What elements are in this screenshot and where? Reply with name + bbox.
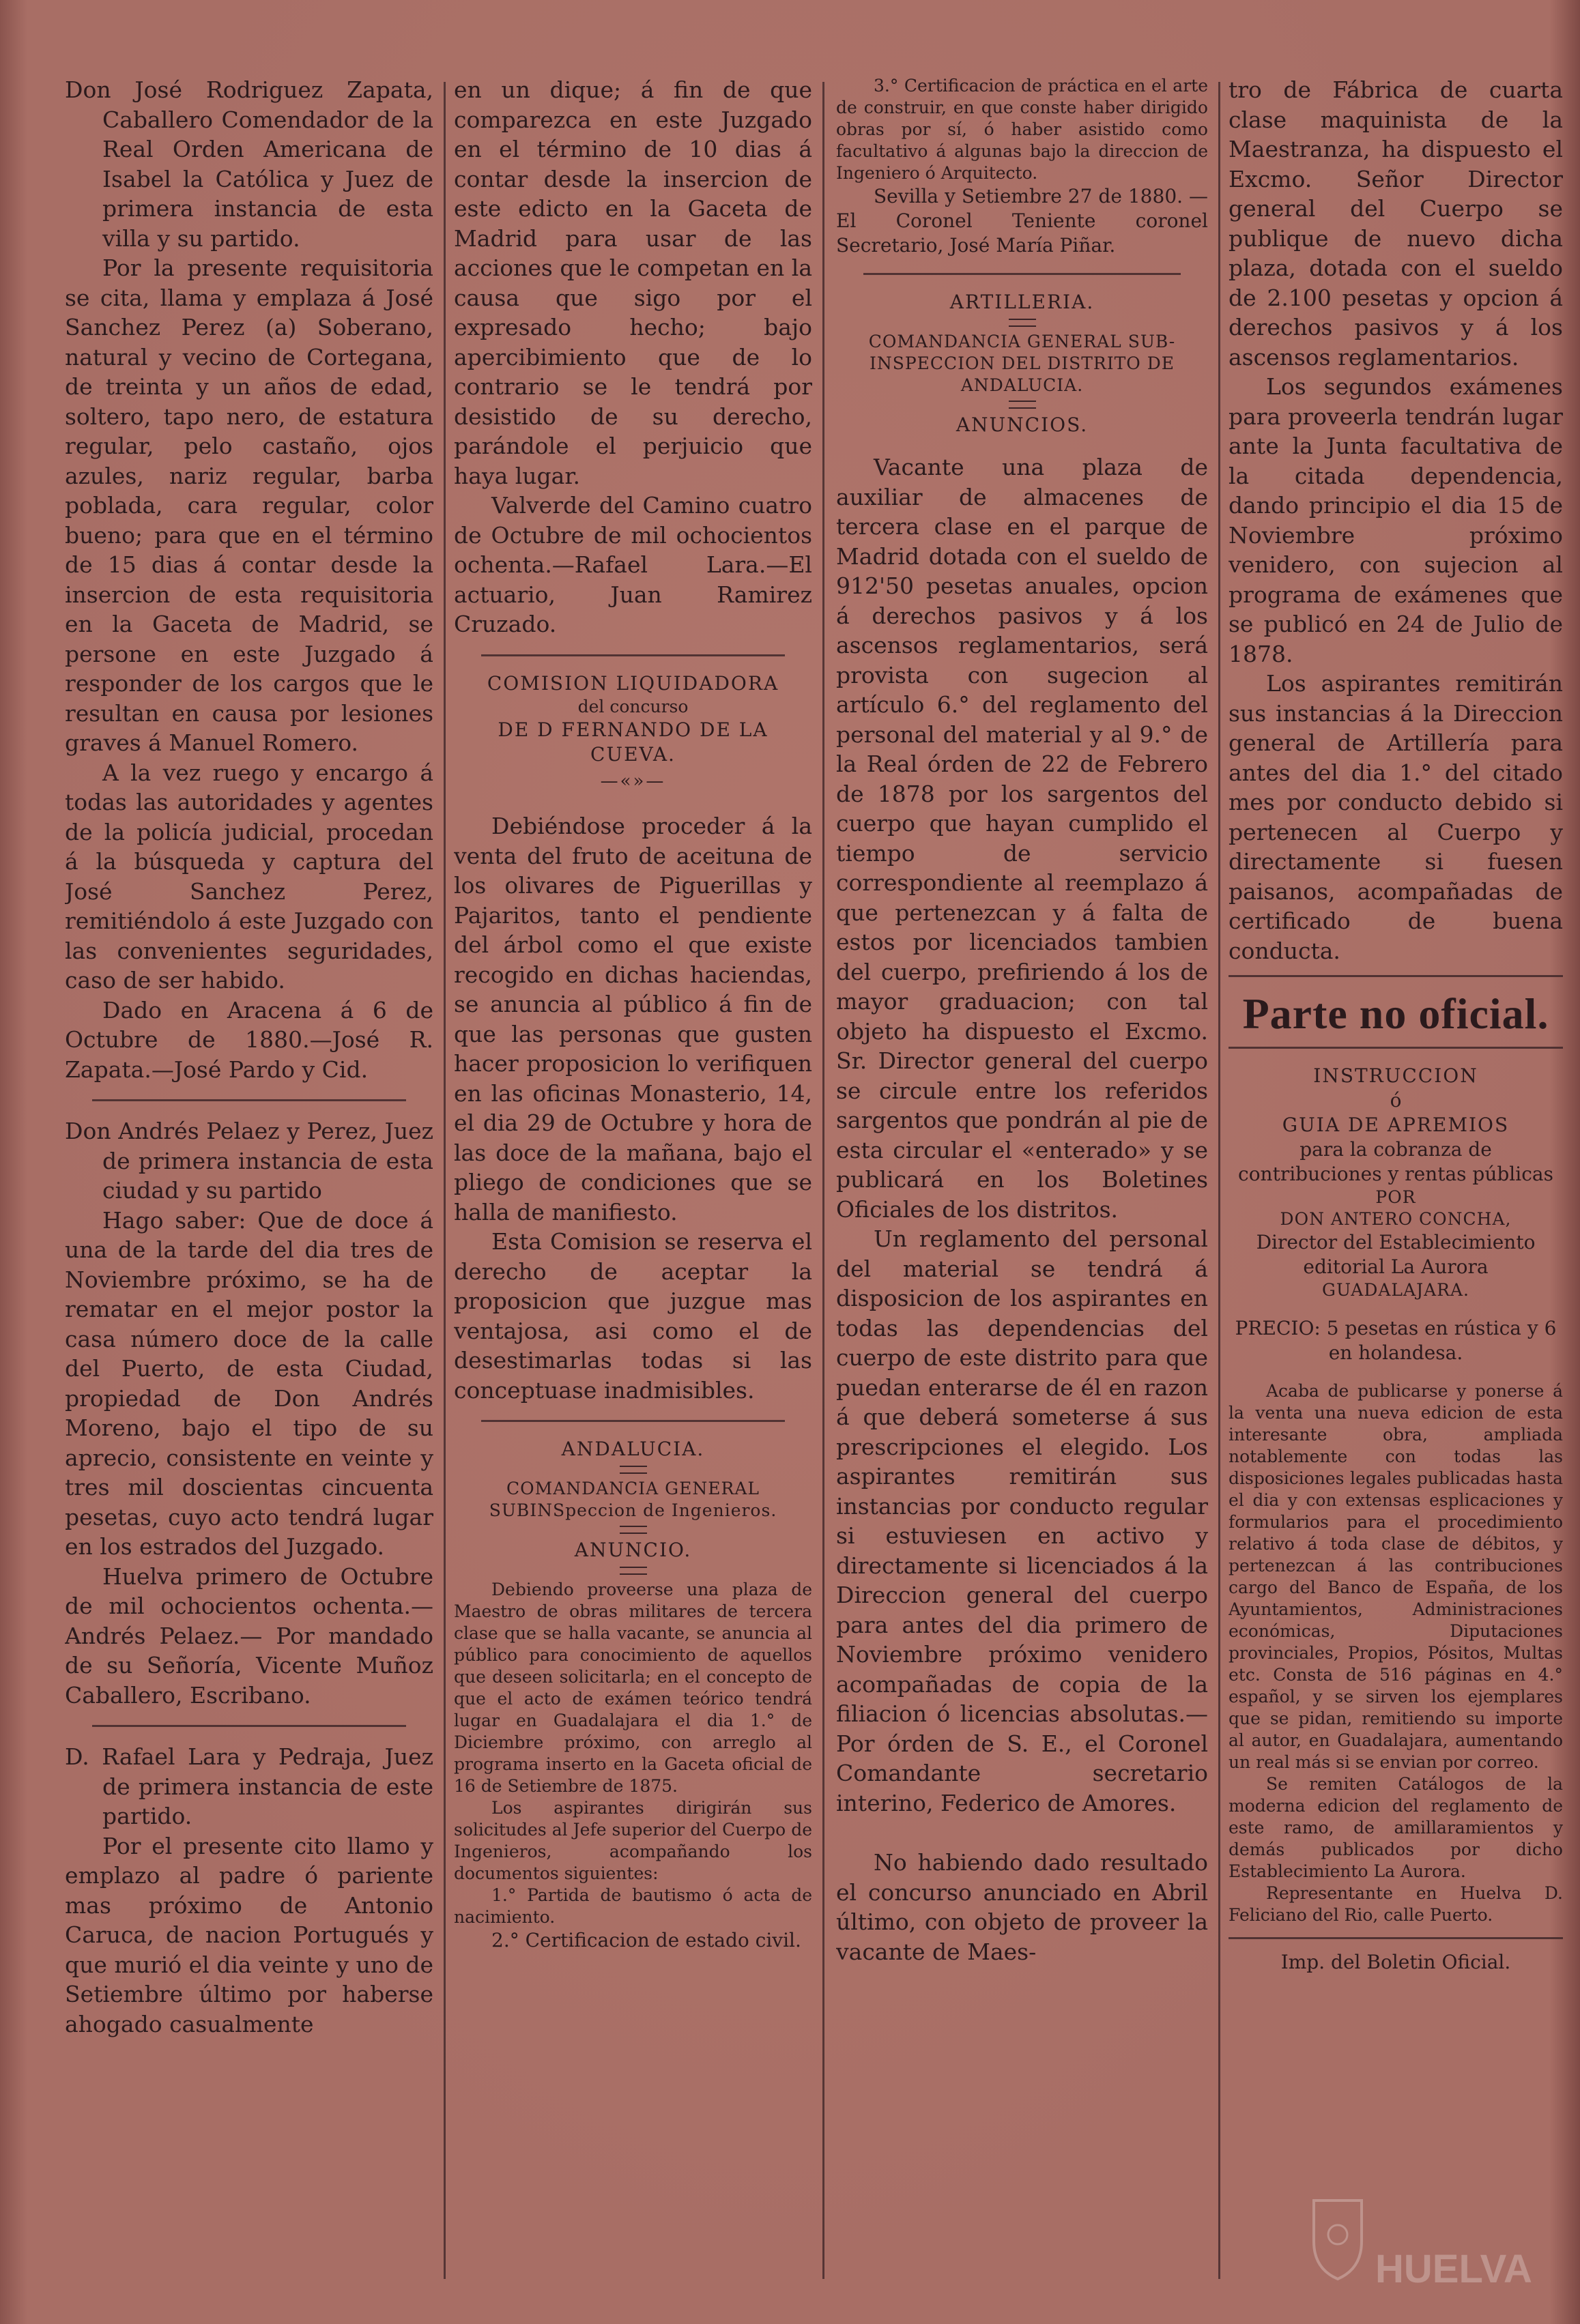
notice-body: Los aspirantes dirigirán sus solicitudes al Jefe superior del Cuerpo de Ingenieros, acompañando los documentos siguientes: xyxy=(454,1798,812,1883)
edict-heading: D. Rafael Lara y Pedraja, Juez de primera instancia de este partido. xyxy=(65,1743,433,1829)
edict-heading: Don Andrés Pelaez y Perez, Juez de primera instancia de esta ciudad y su partido xyxy=(65,1118,433,1204)
edict-body: A la vez ruego y encargo á todas las autoridades y agentes de la policía judicial, procedan á la búsqueda y captura del José Sanchez Perez, remitiéndolo á este Juzgado con las convenientes seguridades, caso de ser habido. xyxy=(65,759,433,993)
column-4 xyxy=(1229,75,1563,1975)
edict-signature: Huelva primero de Octubre de mil ochocientos ochenta.— Andrés Pelaez.— Por mandado de su Señoría, Vicente Muñoz Caballero, Escribano. xyxy=(65,1563,433,1709)
book-title: INSTRUCCION xyxy=(1313,1064,1478,1087)
edict-body: Por el presente cito llamo y emplazo al padre ó pariente mas próximo de Antonio Caruca, de nacion Portugués y que murió el dia veinte y uno de Setiembre último por haberse ahogado casualmente xyxy=(65,1832,433,2037)
notice-body: No habiendo dado resultado el concurso anunciado en Abril último, con objeto de proveer la vacante de Maes- xyxy=(836,1849,1208,1965)
notice-body: tro de Fábrica de cuarta clase maquinista de la Maestranza, ha dispuesto el Excmo. Señor Director general del Cuerpo se publique de nuevo dicha plaza, dotada con el sueldo de 2.100 pesetas y opcion á derechos pasivos y á los ascensos reglamentarios. xyxy=(1229,76,1563,371)
advert-body: Acaba de publicarse y ponerse á la venta una nueva edicion de esta interesante obra, ampliada notablemente con todas las disposiciones legales publicadas hasta el dia y con extensas esplicaciones y formularios para el procedimiento relativo á toda clase de débitos, y pertenezcan á las contribuciones cargo del Banco de España, de los Ayuntamientos, Administraciones económicas, Diputaciones provinciales, Propios, Pósitos, Multas etc. Consta de 516 páginas en 4.° español, y se sirven los ejemplares que se pidan, remitiendo su importe al autor, en Guadalajara, aumentando un real más si se envian por correo. xyxy=(1229,1381,1563,1772)
crest-icon xyxy=(1300,2187,1560,2310)
book-publisher: Director del Establecimiento editorial La Aurora xyxy=(1256,1231,1536,1278)
section-subheading: COMANDANCIA GENERAL SUBINSpeccion de Ingenieros. xyxy=(489,1479,777,1520)
notice-list-item: 1.° Partida de bautismo ó acta de nacimiento. xyxy=(454,1885,812,1927)
double-rule xyxy=(1009,401,1036,409)
notice-body: Debiéndose proceder á la venta del fruto de aceituna de los olivares de Piguerillas y Pajaritos, tanto el pendiente del árbol como el que existe recogido en dichas haciendas, se anuncia al público á fin de que las personas que gusten hacer proposicion lo verifiquen en las oficinas Monasterio, 14, el dia 29 de Octubre y hora de las doce de la mañana, bajo el pliego de condiciones que se halla de manifiesto. xyxy=(454,813,812,1225)
advert-body: Se remiten Catálogos de la moderna edicion del reglamento de este ramo, de amillaramientos y demás publicados por dicho Establecimiento La Aurora. xyxy=(1229,1774,1563,1881)
ornament: —«»— xyxy=(600,770,666,791)
section-heading: ANUNCIO. xyxy=(574,1539,692,1561)
book-by: POR xyxy=(1375,1187,1416,1207)
section-rule xyxy=(1229,1937,1563,1939)
section-rule xyxy=(92,1099,406,1101)
section-heading: ANUNCIOS. xyxy=(956,413,1089,436)
double-rule xyxy=(620,1526,647,1534)
book-subtitle: para la cobranza de contribuciones y rentas públicas xyxy=(1238,1138,1553,1185)
section-heading: ANDALUCIA. xyxy=(561,1438,705,1460)
column-divider xyxy=(1218,82,1220,2279)
notice-body: Los aspirantes remitirán sus instancias á la Direccion general de Artillería para antes del dia 1.° del citado mes por conducto debido si pertenecen al Cuerpo y directamente si fuesen paisanos, acompañadas de certificado de buena conducta. xyxy=(1229,670,1563,964)
notice-list-item: 3.° Certificacion de práctica en el arte de construir, en que conste haber dirigido obras por sí, ó haber asistido como facultativo á algunas bajo la direccion de Ingeniero ó Arquitecto. xyxy=(836,76,1208,183)
section-subheading: COMANDANCIA GENERAL SUB-INSPECCION DEL DISTRITO DE ANDALUCIA. xyxy=(868,332,1176,395)
edict-body: Por la presente requisitoria se cita, llama y emplaza á José Sanchez Perez (a) Soberano, natural y vecino de Cortegana, de treinta y un años de edad, soltero, tapo nero, de estatura regular, pelo castaño, ojos azules, nariz regular, barba poblada, cara regular, color bueno; para que en el término de 15 dias á contar desde la insercion de esta requisitoria en la Gaceta de Madrid, se persone en este Juzgado á responder de los cargos que le resultan en causa por lesiones graves á Manuel Romero. xyxy=(65,255,433,756)
edict-heading: Don José Rodriguez Zapata, Caballero Comendador de la Real Orden Americana de Isabel la Católica y Juez de primera instancia de esta villa y su partido. xyxy=(65,76,433,252)
edict-signature: Dado en Aracena á 6 de Octubre de 1880.—José R. Zapata.—José Pardo y Cid. xyxy=(65,996,433,1083)
book-title: GUIA DE APREMIOS xyxy=(1282,1114,1510,1136)
notice-body: Un reglamento del personal del material se tendrá á disposicion de los aspirantes en todas las dependencias del cuerpo de este distrito para que puedan enterarse de él en razon á que deberá someterse á sus prescripciones el elegido. Los aspirantes remitirán sus instancias por conducto regular si estuviesen en activo y directamente si licenciados á la Direccion general del cuerpo para antes del dia primero de Noviembre próximo venidero acompañadas de copia de la filiacion ó licencias absolutas.— Por órden de S. E., el Coronel Comandante secretario interino, Federico de Amores. xyxy=(836,1225,1208,1816)
notice-body: Los segundos exámenes para proveerla tendrán lugar ante la Junta facultativa de la citada dependencia, dando principio el dia 15 de Noviembre próximo venidero, con sujecion al programa de exámenes que se publicó en 24 de Julio de 1878. xyxy=(1229,373,1563,667)
section-heading: ARTILLERIA. xyxy=(949,291,1095,313)
book-price: PRECIO: 5 pesetas en rústica y 6 en holandesa. xyxy=(1235,1317,1557,1364)
column-1 xyxy=(65,75,433,2039)
advert-body: Representante en Huelva D. Feliciano del Rio, calle Puerto. xyxy=(1229,1883,1563,1925)
book-city: GUADALAJARA. xyxy=(1322,1280,1469,1300)
section-rule xyxy=(481,1420,785,1422)
section-subheading: del concurso xyxy=(577,696,689,716)
edict-signature: Valverde del Camino cuatro de Octubre de mil ochocientos ochenta.—Rafael Lara.—El actuario, Juan Ramirez Cruzado. xyxy=(454,492,812,637)
notice-body: Vacante una plaza de auxiliar de almacenes de tercera clase en el parque de Madrid dotada con el sueldo de 912'50 pesetas anuales, opcion á derechos pasivos y á los ascensos reglamentarios, será provista con sugecion al artículo 6.° del reglamento del personal del material y al 9.° de la Real órden de 22 de Febrero de 1878 por los sargentos del cuerpo que hayan cumplido el tiempo de servicio correspondiente al reemplazo á que pertenezcan y á falta de estos por licenciados tambien del cuerpo, prefiriendo á los de mayor graduacion; con tal objeto ha dispuesto el Excmo. Sr. Director general del cuerpo se circule entre los referidos sargentos que pondrán al pie de esta circular el «enterado» y se publicará en los Boletines Oficiales de los distritos. xyxy=(836,454,1208,1223)
column-divider xyxy=(444,82,446,2279)
column-3 xyxy=(836,75,1208,1966)
notice-body: Debiendo proveerse una plaza de Maestro de obras militares de tercera clase que se halla vacante, se anuncia al público para conocimiento de aquellos que deseen solicitarla; en el concepto de que el acto de exámen teórico tendrá lugar en Guadalajara el dia 1.° de Diciembre próximo, con arreglo al programa inserto en la Gaceta oficial de 16 de Setiembre de 1875. xyxy=(454,1580,812,1796)
double-rule xyxy=(620,1567,647,1575)
printer-imprint: Imp. del Boletin Oficial. xyxy=(1280,1951,1511,1973)
book-title: ó xyxy=(1390,1089,1402,1112)
section-rule xyxy=(863,273,1181,275)
archive-watermark xyxy=(1300,2187,1560,2310)
section-rule xyxy=(481,654,785,656)
notice-body: Esta Comision se reserva el derecho de aceptar la proposicion que juzgue mas ventajosa, asi como el de desestimarlas todas si las conceptuase inadmisibles. xyxy=(454,1228,812,1404)
section-rule xyxy=(1229,1047,1563,1049)
section-rule xyxy=(1229,975,1563,977)
section-rule xyxy=(92,1725,406,1727)
section-heading: COMISION LIQUIDADORA xyxy=(487,671,779,695)
book-author: DON ANTERO CONCHA, xyxy=(1280,1209,1512,1229)
edict-body: en un dique; á fin de que comparezca en este Juzgado en el término de 10 dias á contar desde la insercion de este edicto en la Gaceta de Madrid para usar de las acciones que le competan en la causa que sigo por el expresado hecho; bajo apercibimiento que de lo contrario se le tendrá por desistido de su derecho, parándole el perjuicio que haya lugar. xyxy=(454,76,812,489)
section-title: Parte no oficial. xyxy=(1242,989,1549,1038)
double-rule xyxy=(620,1466,647,1474)
column-divider xyxy=(822,82,824,2279)
edict-body: Hago saber: Que de doce á una de la tarde del dia tres de Noviembre próximo, se ha de rematar en el mejor postor la casa número doce de la calle del Puerto, de esta Ciudad, propiedad de Don Andrés Moreno, bajo el tipo de su aprecio, consistente en veinte y tres mil doscientas cincuenta pesetas, cuyo acto tendrá lugar en los estrados del Juzgado. xyxy=(65,1206,433,1560)
watermark-text: HUELVA xyxy=(1375,2247,1532,2291)
section-heading: DE D FERNANDO DE LA CUEVA. xyxy=(498,718,769,766)
column-2 xyxy=(454,75,812,1953)
notice-signature: Sevilla y Setiembre 27 de 1880. — El Coronel Teniente coronel Secretario, José María Piñar. xyxy=(836,185,1208,257)
double-rule xyxy=(1009,319,1036,327)
notice-list-item: 2.° Certificacion de estado civil. xyxy=(491,1929,801,1951)
